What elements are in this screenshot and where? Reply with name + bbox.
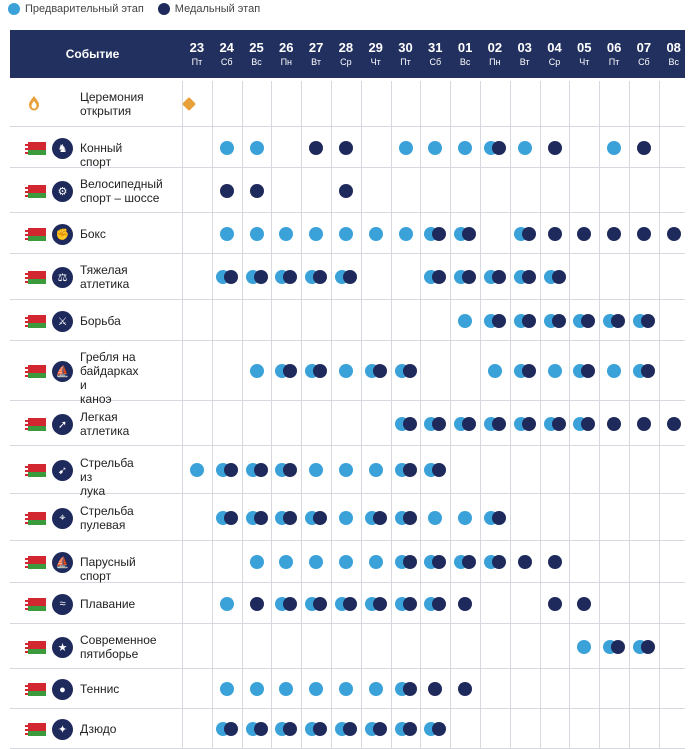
medal-event-dot (283, 597, 297, 611)
medal-event-dot (548, 141, 562, 155)
day-number: 29 (368, 40, 383, 55)
medal-event-dot (224, 463, 238, 477)
weightlifting-icon: ⚖ (52, 267, 73, 288)
medal-event-dot (611, 640, 625, 654)
sport-name: Борьба (80, 313, 121, 328)
medal-event-dot (403, 597, 417, 611)
medal-event-dot (254, 463, 268, 477)
medal-event-dot (492, 417, 506, 431)
medal-event-dot (637, 417, 651, 431)
belarus-flag-icon (25, 598, 46, 611)
medal-event-dot (343, 722, 357, 736)
medal-event-dot (667, 227, 681, 241)
medal-event-dot (462, 417, 476, 431)
preliminary-event-dot (309, 682, 323, 696)
medal-event-dot (492, 141, 506, 155)
medal-event-dot (343, 270, 357, 284)
sport-name: Парусный спорт (80, 555, 136, 583)
column-divider (331, 81, 332, 749)
day-of-week: Сб (220, 57, 233, 67)
medal-event-dot (403, 463, 417, 477)
sport-name: Легкая атлетика (80, 409, 130, 438)
preliminary-event-dot (309, 463, 323, 477)
medal-event-dot (313, 270, 327, 284)
preliminary-event-dot (339, 511, 353, 525)
column-divider (182, 81, 183, 749)
preliminary-event-dot (250, 682, 264, 696)
medal-event-dot (403, 682, 417, 696)
preliminary-event-dot (488, 364, 502, 378)
medal-event-dot (313, 597, 327, 611)
medal-event-dot (283, 270, 297, 284)
medal-event-dot (518, 555, 532, 569)
belarus-flag-icon (25, 512, 46, 525)
day-header-29 (361, 30, 391, 78)
medal-event-dot (313, 364, 327, 378)
medal-event-dot (637, 141, 651, 155)
day-number: 01 (457, 40, 473, 55)
medal-event-dot (492, 314, 506, 328)
medal-event-dot (581, 417, 595, 431)
preliminary-event-dot (399, 227, 413, 241)
preliminary-event-dot (428, 511, 442, 525)
column-divider (659, 81, 660, 749)
medal-event-dot (283, 722, 297, 736)
preliminary-event-dot (220, 141, 234, 155)
belarus-flag-icon (25, 683, 46, 696)
medal-event-dot (492, 511, 506, 525)
belarus-flag-icon (25, 228, 46, 241)
swimming-icon: ≈ (52, 594, 73, 615)
sailing-icon: ⛵ (52, 552, 73, 573)
medal-event-dot (373, 364, 387, 378)
day-header-06 (599, 30, 629, 78)
preliminary-event-dot (279, 555, 293, 569)
row-divider (10, 668, 685, 669)
cycling-icon: ⚙ (52, 181, 73, 202)
medal-event-dot (581, 314, 595, 328)
day-header-05 (569, 30, 599, 78)
belarus-flag-icon (25, 418, 46, 431)
medal-event-dot (373, 597, 387, 611)
column-divider (629, 81, 630, 749)
medal-event-dot (577, 597, 591, 611)
medal-event-dot (522, 270, 536, 284)
day-of-week: Пт (400, 57, 411, 67)
medal-event-dot (462, 270, 476, 284)
medal-event-dot (641, 314, 655, 328)
archery-icon: ➹ (52, 460, 73, 481)
row-divider (10, 540, 685, 541)
preliminary-event-dot (250, 227, 264, 241)
column-divider (450, 81, 451, 749)
canoe-icon: ⛵ (52, 361, 73, 382)
column-divider (361, 81, 362, 749)
preliminary-event-dot (190, 463, 204, 477)
medal-event-dot (432, 417, 446, 431)
medal-event-dot (339, 184, 353, 198)
preliminary-event-dot (607, 364, 621, 378)
medal-event-dot (548, 555, 562, 569)
belarus-flag-icon (25, 365, 46, 378)
day-of-week: Чт (370, 57, 381, 67)
boxing-icon: ✊ (52, 224, 73, 245)
sport-name: Дзюдо (80, 722, 117, 736)
day-number: 02 (487, 40, 503, 55)
day-number: 30 (398, 40, 413, 55)
medal-event-dot (581, 364, 595, 378)
belarus-flag-icon (25, 315, 46, 328)
preliminary-event-dot (399, 141, 413, 155)
medal-event-dot (220, 184, 234, 198)
belarus-flag-icon (25, 142, 46, 155)
day-number: 07 (636, 40, 652, 55)
medal-event-dot (522, 314, 536, 328)
medal-event-dot (607, 227, 621, 241)
medal-event-dot (458, 597, 472, 611)
preliminary-event-dot (458, 141, 472, 155)
day-header-03 (510, 30, 540, 78)
day-number: 06 (606, 40, 622, 55)
preliminary-event-dot (339, 682, 353, 696)
column-divider (480, 81, 481, 749)
row-divider (10, 253, 685, 254)
medal-event-dot (522, 227, 536, 241)
medal-event-dot (432, 270, 446, 284)
sport-name: Плавание (80, 596, 136, 611)
preliminary-event-dot (369, 463, 383, 477)
column-divider (599, 81, 600, 749)
sport-name: Бокс (80, 226, 106, 241)
row-divider (10, 126, 685, 127)
day-number: 25 (249, 40, 264, 55)
medal-event-dot (428, 682, 442, 696)
medal-event-dot (313, 722, 327, 736)
medal-event-dot (250, 184, 264, 198)
preliminary-event-dot (220, 682, 234, 696)
day-of-week: Пт (191, 57, 203, 67)
event-column-header: Событие (65, 47, 120, 61)
sport-name: Конный спорт (80, 140, 123, 169)
day-of-week: Пн (489, 57, 501, 67)
equestrian-icon: ♞ (52, 138, 73, 159)
column-divider (242, 81, 243, 749)
day-header-07 (629, 30, 659, 78)
medal-event-dot (343, 597, 357, 611)
belarus-flag-icon (25, 723, 46, 736)
belarus-flag-icon (25, 556, 46, 569)
legend-preliminary-label: Предварительный этап (25, 3, 144, 15)
preliminary-event-dot (369, 555, 383, 569)
day-header-30 (391, 30, 421, 78)
medal-event-dot (403, 555, 417, 569)
medal-event-dot (432, 463, 446, 477)
belarus-flag-icon (25, 464, 46, 477)
preliminary-event-dot (309, 555, 323, 569)
medal-event-dot (403, 722, 417, 736)
preliminary-event-dot (577, 640, 591, 654)
preliminary-event-dot (548, 364, 562, 378)
medal-event-dot (432, 227, 446, 241)
medal-event-dot (462, 555, 476, 569)
day-number: 27 (308, 40, 324, 55)
medal-event-dot (552, 314, 566, 328)
preliminary-event-dot (309, 227, 323, 241)
row-divider (10, 299, 685, 300)
day-header-26 (271, 30, 301, 78)
medal-event-dot (403, 511, 417, 525)
medal-event-dot (548, 227, 562, 241)
preliminary-event-dot (339, 463, 353, 477)
ceremony-marker-icon (182, 97, 196, 111)
day-of-week: Вс (668, 57, 679, 67)
day-of-week: Ср (340, 57, 352, 67)
medal-event-dot (577, 227, 591, 241)
medal-event-dot (641, 640, 655, 654)
medal-event-dot (611, 314, 625, 328)
row-divider (10, 212, 685, 213)
day-of-week: Сб (429, 57, 442, 67)
day-number: 31 (428, 40, 443, 55)
day-number: 08 (666, 40, 681, 55)
day-number: 26 (279, 40, 294, 55)
day-header-04 (540, 30, 570, 78)
day-header-31 (420, 30, 450, 78)
preliminary-event-dot (250, 555, 264, 569)
column-divider (391, 81, 392, 749)
medal-event-dot (339, 141, 353, 155)
column-divider (569, 81, 570, 749)
preliminary-event-dot (518, 141, 532, 155)
preliminary-event-dot (220, 597, 234, 611)
sport-name: Тяжелая атлетика (80, 263, 130, 291)
preliminary-event-dot (369, 682, 383, 696)
preliminary-event-dot (250, 141, 264, 155)
medal-event-dot (432, 555, 446, 569)
preliminary-event-dot (220, 227, 234, 241)
medal-event-dot (641, 364, 655, 378)
day-of-week: Сб (638, 57, 650, 67)
belarus-flag-icon (25, 271, 46, 284)
sport-name: Гребля на байдарках и каноэ (80, 350, 139, 406)
medal-event-dot (224, 722, 238, 736)
day-of-week: Вс (251, 57, 262, 67)
day-header-01 (450, 30, 480, 78)
wrestling-icon: ⚔ (52, 311, 73, 332)
day-header-25 (242, 30, 272, 78)
column-divider (271, 81, 272, 749)
preliminary-event-dot (279, 227, 293, 241)
sport-name: Стрельба из лука (80, 456, 134, 498)
day-of-week: Пн (280, 57, 293, 67)
medal-event-dot (224, 270, 238, 284)
medal-event-dot (373, 511, 387, 525)
torch-icon (24, 94, 44, 114)
day-of-week: Вт (311, 57, 321, 67)
medal-event-dot (462, 227, 476, 241)
shooting-icon: ⌖ (52, 508, 73, 529)
day-number: 23 (189, 40, 205, 55)
day-of-week: Вс (459, 57, 471, 67)
preliminary-event-dot (339, 364, 353, 378)
medal-event-dot (403, 417, 417, 431)
medal-event-dot (522, 364, 536, 378)
medal-event-dot (313, 511, 327, 525)
day-number: 24 (219, 40, 234, 55)
day-header-08 (659, 30, 689, 78)
column-divider (212, 81, 213, 749)
judo-icon: ✦ (52, 719, 73, 740)
day-header-27 (301, 30, 331, 78)
preliminary-event-dot (458, 511, 472, 525)
medal-event-dot (283, 511, 297, 525)
preliminary-event-dot (339, 555, 353, 569)
medal-event-dot (548, 597, 562, 611)
medal-event-dot (552, 270, 566, 284)
column-divider (510, 81, 511, 749)
sport-name: Велосипедный спорт – шоссе (80, 176, 163, 205)
tennis-icon: ● (52, 679, 73, 700)
belarus-flag-icon (25, 185, 46, 198)
medal-event-dot (552, 417, 566, 431)
preliminary-event-dot (607, 141, 621, 155)
day-number: 04 (547, 40, 562, 55)
preliminary-event-dot (369, 227, 383, 241)
day-header-02 (480, 30, 510, 78)
sport-name: Теннис (80, 682, 120, 696)
day-header-28 (331, 30, 361, 78)
preliminary-event-dot (428, 141, 442, 155)
row-divider (10, 708, 685, 709)
medal-event-dot (283, 463, 297, 477)
medal-event-dot (254, 270, 268, 284)
medal-event-dot (373, 722, 387, 736)
medal-event-dot (637, 227, 651, 241)
medal-event-dot (492, 270, 506, 284)
medal-event-dot (283, 364, 297, 378)
day-header-23 (182, 30, 212, 78)
medal-event-dot (522, 417, 536, 431)
medal-event-dot (458, 682, 472, 696)
row-divider (10, 445, 685, 446)
day-of-week: Ср (548, 57, 561, 67)
sport-name: Церемония открытия (80, 90, 144, 118)
medal-event-dot (432, 597, 446, 611)
medal-event-dot (403, 364, 417, 378)
medal-event-dot (309, 141, 323, 155)
legend-medal-label: Медальный этап (174, 3, 261, 15)
day-header-24 (212, 30, 242, 78)
athletics-icon: ➚ (52, 414, 73, 435)
medal-event-dot (254, 722, 268, 736)
medal-event-dot (432, 722, 446, 736)
sport-name: Стрельба пулевая (80, 503, 134, 532)
preliminary-event-dot (339, 227, 353, 241)
medal-event-dot (492, 555, 506, 569)
pentathlon-icon: ★ (52, 637, 73, 658)
day-number: 03 (517, 40, 532, 55)
preliminary-event-dot (279, 682, 293, 696)
medal-event-dot (224, 511, 238, 525)
preliminary-event-dot (458, 314, 472, 328)
day-number: 05 (577, 40, 592, 55)
day-number: 28 (338, 40, 354, 55)
medal-event-dot (254, 511, 268, 525)
preliminary-event-dot (250, 364, 264, 378)
column-divider (540, 81, 541, 749)
row-divider (10, 340, 685, 341)
row-divider (10, 623, 685, 624)
day-of-week: Чт (579, 57, 590, 67)
column-divider (420, 81, 421, 749)
medal-event-dot (250, 597, 264, 611)
medal-event-dot (607, 417, 621, 431)
sport-name: Современное пятиборье (80, 632, 157, 661)
medal-event-dot (667, 417, 681, 431)
day-of-week: Пт (608, 57, 620, 67)
day-of-week: Вт (519, 57, 530, 67)
belarus-flag-icon (25, 641, 46, 654)
column-divider (301, 81, 302, 749)
